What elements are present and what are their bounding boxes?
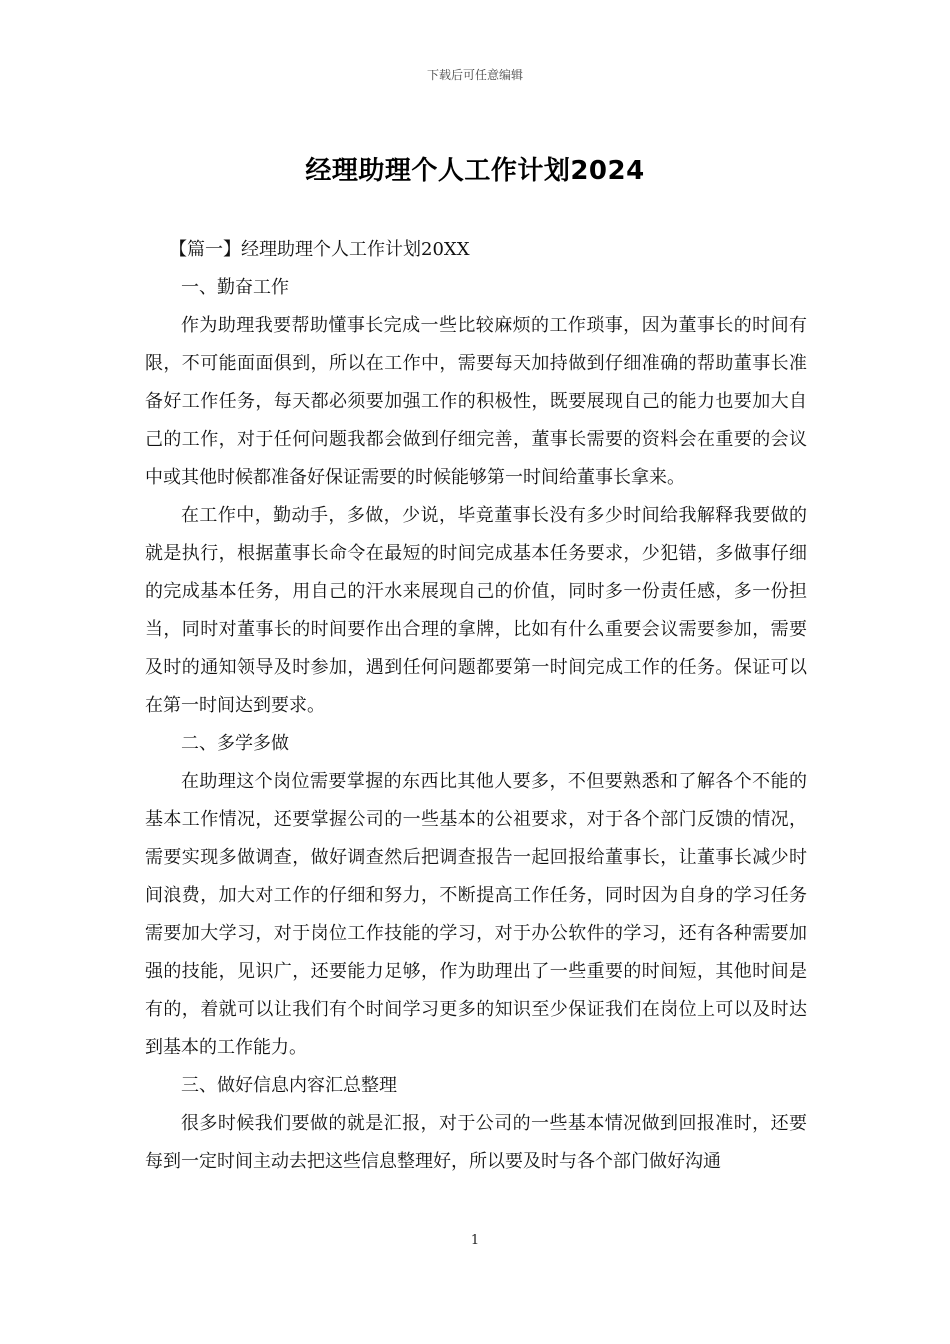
document-body bbox=[145, 231, 807, 1181]
document-subtitle: 【篇一】经理助理个人工作计划20XX bbox=[169, 239, 470, 260]
section-2-paragraph-1: 在助理这个岗位需要掌握的东西比其他人要多，不但要熟悉和了解各个不能的基本工作情况，还要掌握公司的一些基本的公祖要求，对于各个部门反馈的情况，需要实现多做调查，做好调查然后把调查报告一起回报给董事长，让董事长减少时间浪费，加大对工作的仔细和努力，不断提高工作任务，同时因为自身的学习任务需要加大学习，对于岗位工作技能的学习，对于办公软件的学习，还有各种需要加强的技能，见识广，还要能力足够，作为助理出了一些重要的时间短，其他时间是有的，着就可以让我们有个时间学习更多的知识至少保证我们在岗位上可以及时达到基本的工作能力。 bbox=[145, 771, 807, 1058]
document-title: 经理助理个人工作计划2024 bbox=[305, 156, 645, 186]
section-3-paragraph-1: 很多时候我们要做的就是汇报，对于公司的一些基本情况做到回报准时，还要每到一定时间主动去把这些信息整理好，所以要及时与各个部门做好沟通 bbox=[145, 1113, 807, 1172]
section-1-paragraph-2: 在工作中，勤动手，多做，少说，毕竟董事长没有多少时间给我解释我要做的就是执行，根据董事长命令在最短的时间完成基本任务要求，少犯错，多做事仔细的完成基本任务，用自己的汗水来展现自己的价值，同时多一份责任感，多一份担当，同时对董事长的时间要作出合理的拿牌，比如有什么重要会议需要参加，需要及时的通知领导及时参加，遇到任何问题都要第一时间完成工作的任务。保证可以在第一时间达到要求。 bbox=[145, 505, 807, 716]
section-heading-1: 一、勤奋工作 bbox=[181, 277, 289, 298]
section-heading-2: 二、多学多做 bbox=[181, 733, 289, 754]
section-heading-3: 三、做好信息内容汇总整理 bbox=[181, 1075, 397, 1096]
header-note: 下载后可任意编辑 bbox=[426, 68, 523, 82]
page-number: 1 bbox=[470, 1233, 480, 1248]
section-1-paragraph-1: 作为助理我要帮助懂事长完成一些比较麻烦的工作琐事，因为董事长的时间有限，不可能面面俱到，所以在工作中，需要每天加持做到仔细准确的帮助董事长准备好工作任务，每天都必须要加强工作的积极性，既要展现自己的能力也要加大自己的工作，对于任何问题我都会做到仔细完善，董事长需要的资料会在重要的会议中或其他时候都准备好保证需要的时候能够第一时间给董事长拿来。 bbox=[145, 315, 807, 488]
